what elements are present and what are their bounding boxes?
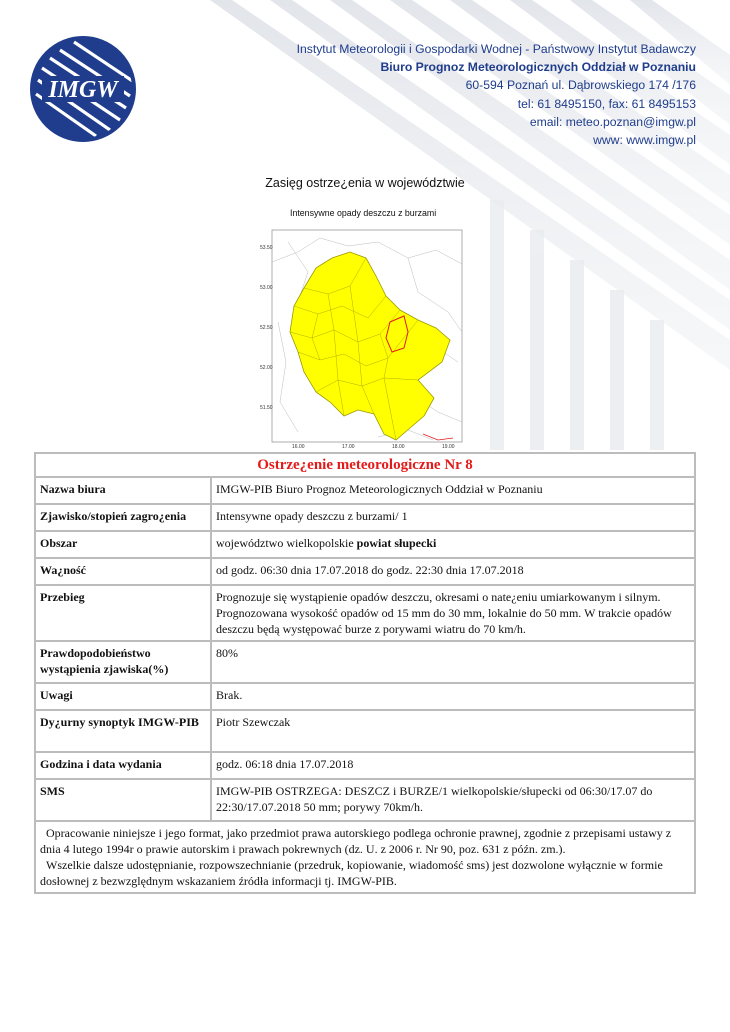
row-value: 80% — [211, 641, 695, 683]
area-text: województwo wielkopolskie — [216, 536, 357, 550]
copyright-paragraph: Opracowanie niniejsze i jego format, jako przedmiot prawa autorskiego podlega ochronie prawnej, zgodnie z przepisami ustawy z dnia 4 lutego 1994r o prawie autorskim i prawach pokrewnych (dz. U. z 2006 r. Nr 90, poz. 631 z późn. zm.). — [40, 826, 675, 856]
warning-map — [258, 202, 468, 450]
county-name: powiat słupecki — [356, 536, 437, 550]
y-tick: 53.50 — [260, 245, 273, 251]
row-label: Wa¿ność — [35, 558, 211, 585]
y-tick: 51.50 — [260, 405, 273, 411]
copyright-row — [35, 821, 695, 893]
row-value: IMGW-PIB OSTRZEGA: DESZCZ i BURZE/1 wielkopolskie/słupecki od 06:30/17.07 do 22:30/17.07.2018 50 mm; porywy 70km/h. — [211, 779, 695, 821]
row-label: Prawdopodobieństwo wystąpienia zjawiska(%) — [35, 641, 211, 683]
map-title: Zasięg ostrze¿enia w województwie — [265, 176, 465, 190]
logo-text: IMGW — [48, 77, 118, 103]
table-row — [35, 641, 695, 683]
email: email: meteo.poznan@imgw.pl — [529, 114, 696, 129]
institution-header — [297, 40, 696, 149]
website: www: www.imgw.pl — [593, 133, 696, 148]
x-tick: 17.00 — [342, 444, 355, 450]
row-value: Intensywne opady deszczu z burzami/ 1 — [211, 504, 695, 531]
row-label: Obszar — [35, 531, 211, 558]
warning-table — [34, 452, 696, 894]
row-value: od godz. 06:30 dnia 17.07.2018 do godz. 22:30 dnia 17.07.2018 — [211, 558, 695, 585]
map-subtitle: Intensywne opady deszczu z burzami — [290, 208, 437, 218]
table-row — [35, 585, 695, 641]
row-label: Uwagi — [35, 683, 211, 710]
imgw-logo — [30, 36, 136, 142]
table-title-row — [35, 453, 695, 477]
row-value: Prognozuje się wystąpienie opadów deszczu, okresami o nate¿eniu umiarkowanym i silnym. Prognozowana wysokość opadów od 15 mm do 30 mm, lokalnie do 50 mm. W trakcie opadów deszczu będą występować burze z porywami wiatru do 70 km/h. — [211, 585, 695, 641]
row-label: Zjawisko/stopień zagro¿enia — [35, 504, 211, 531]
table-row — [35, 752, 695, 779]
table-row — [35, 558, 695, 585]
address: 60-594 Poznań ul. Dąbrowskiego 174 /176 — [465, 78, 696, 93]
x-tick: 19.00 — [442, 444, 455, 450]
table-row — [35, 477, 695, 504]
row-value: IMGW-PIB Biuro Prognoz Meteorologicznych Oddział w Poznaniu — [211, 477, 695, 504]
row-label: Godzina i data wydania — [35, 752, 211, 779]
table-row — [35, 710, 695, 752]
phone: tel: 61 8495150, fax: 61 8495153 — [517, 96, 696, 111]
table-row — [35, 779, 695, 821]
row-value: godz. 06:18 dnia 17.07.2018 — [211, 752, 695, 779]
row-label: Przebieg — [35, 585, 211, 641]
x-tick: 16.00 — [292, 444, 305, 450]
x-tick: 18.00 — [392, 444, 405, 450]
warning-title: Ostrze¿enie meteorologiczne Nr 8 — [35, 453, 695, 477]
table-row — [35, 531, 695, 558]
y-tick: 52.00 — [260, 365, 273, 371]
row-label: SMS — [35, 779, 211, 821]
row-value: Brak. — [211, 683, 695, 710]
table-row — [35, 683, 695, 710]
voivodeship-map — [258, 202, 468, 450]
row-label: Dy¿urny synoptyk IMGW-PIB — [35, 710, 211, 752]
y-tick: 52.50 — [260, 325, 273, 331]
row-label: Nazwa biura — [35, 477, 211, 504]
copyright-note — [35, 821, 695, 893]
row-value: Piotr Szewczak — [211, 710, 695, 752]
y-tick: 53.00 — [260, 285, 273, 291]
org-name: Instytut Meteorologii i Gospodarki Wodnej - Państwowy Instytut Badawczy — [296, 42, 696, 56]
row-value — [211, 531, 695, 558]
table-row — [35, 504, 695, 531]
office-name: Biuro Prognoz Meteorologicznych Oddział w Poznaniu — [380, 60, 696, 75]
distribution-paragraph: Wszelkie dalsze udostępnianie, rozpowszechnianie (przedruk, kopiowanie, wiadomość sms) jest dozwolone wyłącznie w formie dosłownej z bezwzględnym wskazaniem źródła informacji tj. IMGW-PIB. — [40, 858, 666, 888]
